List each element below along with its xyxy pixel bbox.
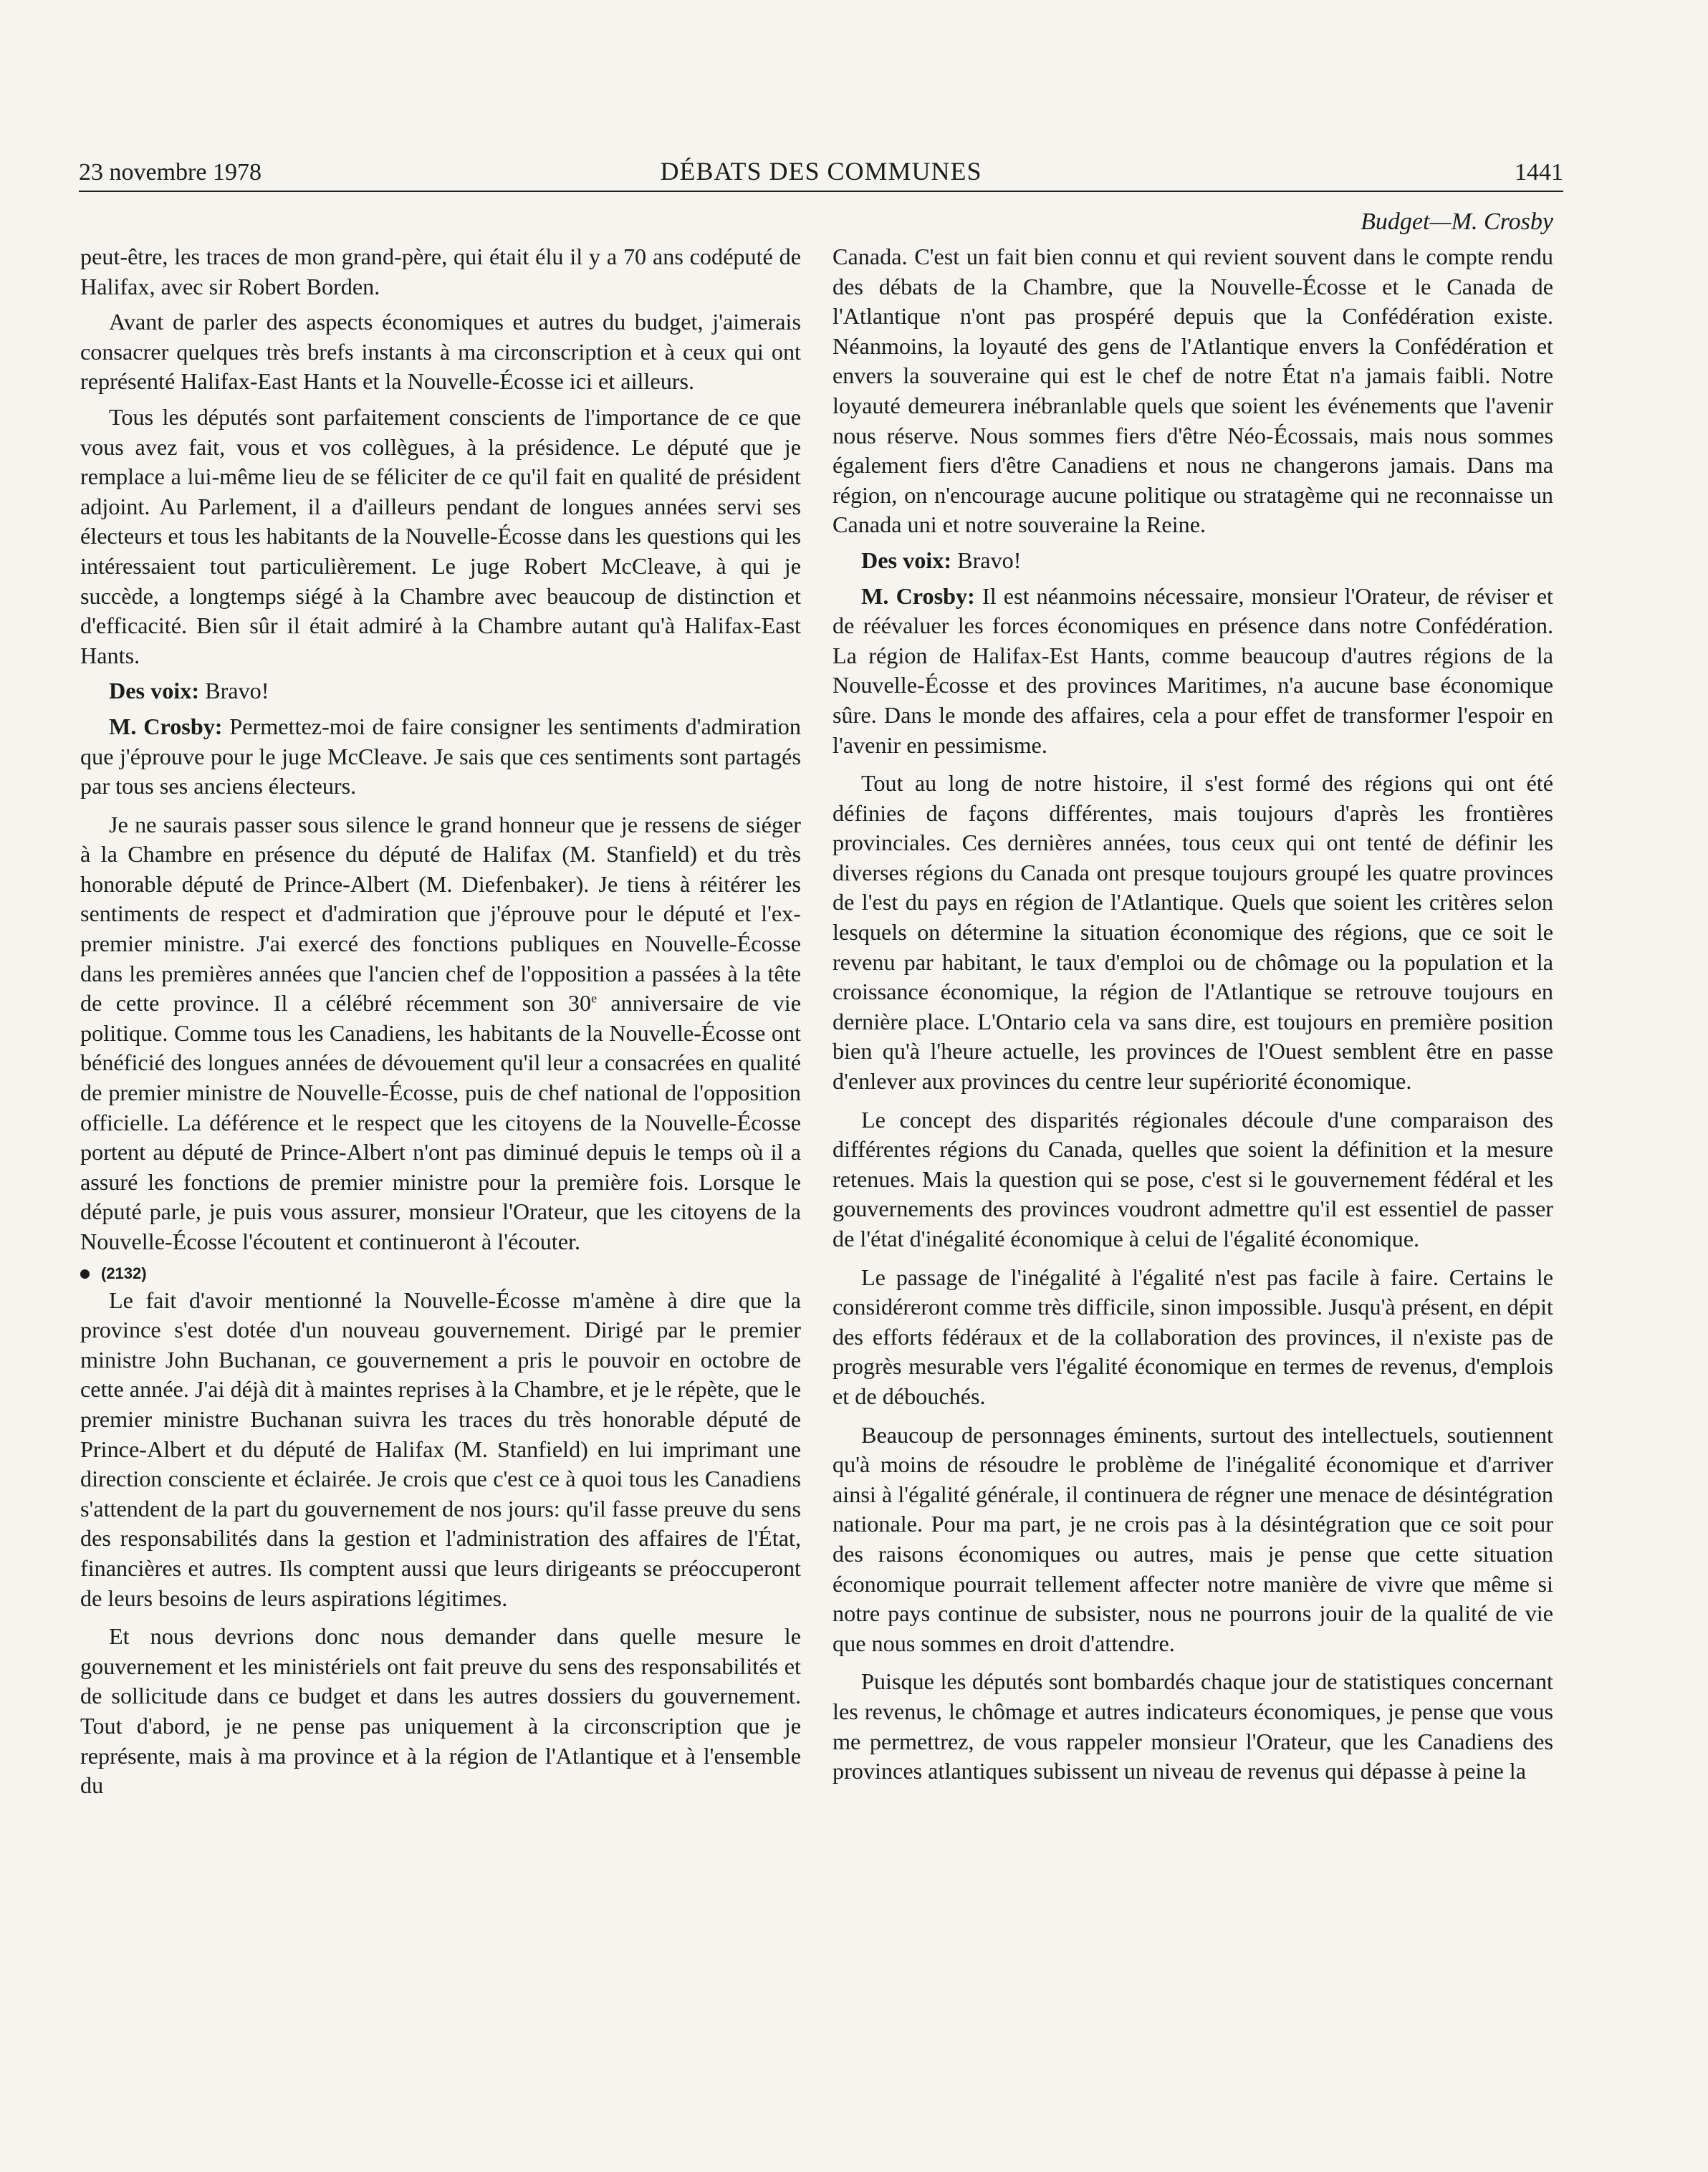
paragraph-text: Je ne saurais passer sous silence le grand honneur que je ressens de siéger à la Chambre en présence du député de Halifax (M. Stanfield) et du très honorable député de Prince-Albert (M. Diefenbaker). Je tiens à réitérer les sentiments de respect et d'admiration que j'éprouve pour le député et l'ex-premier ministre. J'ai exercé des fonctions publiques en Nouvelle-Écosse dans les premières années que l'ancien chef de l'opposition a passées à la tête de cette province. Il a célébré récemment son 30 (80, 811, 801, 1017)
interjection (833, 546, 1553, 576)
speech-text: Permettez-moi de faire consigner les sentiments d'admiration que j'éprouve pour le juge McCleave. Je sais que ces sentiments sont partagés par tous ses anciens électeurs. (80, 713, 801, 799)
right-column (833, 208, 1554, 1792)
speech-text: Bravo! (199, 678, 269, 704)
speaker-label: Des voix: (861, 547, 952, 573)
page-number: 1441 (1515, 159, 1563, 186)
speaker-label: Des voix: (109, 678, 200, 704)
paragraph: Le concept des disparités régionales découle d'une comparaison des différentes régions du Canada, quelles que soient la définition et la mesure retenues. Mais la question qui se pose, c'est si le gouvernement fédéral et les gouvernements des provinces voudront admettre qu'il est essentiel de passer de l'état d'inégalité économique à celui de l'égalité économique. (833, 1106, 1553, 1251)
speech-paragraph (80, 712, 801, 802)
paragraph-text: anniversaire de vie politique. Comme tous les Canadiens, les habitants de la Nouvelle-Écosse ont bénéficié des longues années de dévouement qu'il leur a consacrées en qualité de premier ministre de Nouvelle-Écosse, puis de chef national de l'opposition officielle. La déférence et le respect que les citoyens de la Nouvelle-Écosse portent au député de Prince-Albert n'ont pas diminué depuis le temps où il a assuré les fonctions de premier ministre pour la première fois. Lorsque le député parle, je puis vous assurer, monsieur l'Orateur, que les citoyens de la Nouvelle-Écosse l'écoutent et continueront à l'écouter. (80, 990, 801, 1254)
header-date: 23 novembre 1978 (79, 159, 262, 186)
speech-text: Bravo! (951, 547, 1022, 573)
time-marker (80, 1263, 801, 1284)
speech-paragraph (833, 582, 1553, 761)
header-title: DÉBATS DES COMMUNES (660, 157, 982, 186)
running-subhead: Budget—M. Crosby (1361, 208, 1553, 235)
paragraph: Le fait d'avoir mentionné la Nouvelle-Écosse m'amène à dire que la province s'est dotée d'un nouveau gouvernement. Dirigé par le premier ministre John Buchanan, ce gouvernement a pris le pouvoir en octobre de cette année. J'ai déjà dit à maintes reprises à la Chambre, et je le répète, que le premier ministre Buchanan suivra les traces du très honorable député de Prince-Albert et du député de Halifax (M. Stanfield) en lui imprimant une direction consciente et éclairée. Je crois que c'est ce à quoi tous les Canadiens s'attendent de la part du gouvernement de nos jours: qu'il fasse preuve du sens des responsabilités dans la gestion et l'administration des affaires de l'État, financières et autres. Ils comptent aussi que leurs dirigeants se préoccuperont de leurs besoins de leurs aspirations légitimes. (80, 1287, 801, 1611)
paragraph: Le passage de l'inégalité à l'égalité n'est pas facile à faire. Certains le considéreront comme très difficile, sinon impossible. Jusqu'à présent, en dépit des efforts fédéraux et de la collaboration des provinces, il n'existe pas de progrès mesurable vers l'égalité économique en termes de revenus, d'emplois et de débouchés. (833, 1264, 1553, 1409)
paragraph: Tout au long de notre histoire, il s'est formé des régions qui ont été définies de façons différentes, mais toujours d'après les frontières provinciales. Ces dernières années, tous ceux qui ont tenté de définir les diverses régions du Canada ont presque toujours groupé les quatre provinces de l'est du pays en région de l'Atlantique. Quels que soient les critères selon lesquels on détermine la situation économique des régions, que ce soit le revenu par habitant, le taux d'emploi ou de chômage ou la population et la croissance économique, la région de l'Atlantique se retrouve toujours en dernière place. L'Ontario cela va sans dire, est toujours en première position bien qu'à l'heure actuelle, les provinces de l'Ouest semblent être en passe d'enlever aux provinces du centre leur supériorité économique. (833, 770, 1553, 1095)
paragraph: Avant de parler des aspects économiques et autres du budget, j'aimerais consacrer quelques très brefs instants à ma circonscription et à ceux qui ont représenté Halifax-East Hants et la Nouvelle-Écosse ici et ailleurs. (80, 309, 801, 395)
paragraph (80, 810, 801, 1257)
paragraph: Canada. C'est un fait bien connu et qui revient souvent dans le compte rendu des débats de la Chambre, que la Nouvelle-Écosse et le Canada de l'Atlantique n'ont pas prospéré depuis que la Confédération existe. Néanmoins, la loyauté des gens de l'Atlantique envers la Confédération et envers la souveraine qui est le chef de notre État n'a jamais faibli. Notre loyauté demeurera inébranlable quels que soient les événements que l'avenir nous réserve. Nous sommes fiers d'être Néo-Écossais, mais nous sommes également fiers d'être Canadiens et nous ne changerons jamais. Dans ma région, on n'encourage aucune politique ou stratagème qui ne reconnaisse un Canada uni et notre souveraine la Reine. (833, 244, 1553, 538)
left-column (80, 242, 801, 1807)
superscript: e (591, 991, 598, 1006)
page-header (79, 153, 1563, 192)
paragraph: Puisque les députés sont bombardés chaque jour de statistiques concernant les revenus, le chômage et autres indicateurs économiques, je pense que vous me permettrez, de vous rappeler monsieur l'Orateur, que les Canadiens des provinces atlantiques subissent un niveau de revenus qui dépasse à peine la (833, 1668, 1553, 1784)
interjection (80, 676, 801, 706)
speech-text: Il est néanmoins nécessaire, monsieur l'Orateur, de réviser et de réévaluer les forces économiques en présence dans notre Confédération. La région de Halifax-Est Hants, comme beaucoup d'autres régions de la Nouvelle-Écosse et des provinces Maritimes, n'a aucune base économique sûre. Dans le monde des affaires, cela a pour effet de transformer l'espoir en l'avenir en pessimisme. (833, 582, 1554, 758)
paragraph: Beaucoup de personnages éminents, surtout des intellectuels, soutiennent qu'à moins de résoudre le problème de l'inégalité économique et d'arriver ainsi à l'égalité générale, il continuera de régner une menace de désintégration nationale. Pour ma part, je ne crois pas à la désintégration que ce soit pour des raisons économiques ou autres, mais je pense que cette situation économique pourrait tellement affecter notre manière de vivre que même si notre pays continue de subsister, nous ne pourrons jouir de la qualité de vie que nous sommes en droit d'attendre. (833, 1421, 1553, 1656)
paragraph: peut-être, les traces de mon grand-père, qui était élu il y a 70 ans codéputé de Halifax, avec sir Robert Borden. (80, 244, 801, 299)
bullet-icon (80, 1269, 90, 1279)
speaker-label: M. Crosby: (109, 713, 223, 739)
paragraph: Tous les députés sont parfaitement conscients de l'importance de ce que vous avez fait, vous et vos collègues, à la présidence. Le député que je remplace a lui-même lieu de se féliciter de ce qu'il fait en qualité de président adjoint. Au Parlement, il a d'ailleurs pendant de longues années servi ses électeurs et tous les habitants de la Nouvelle-Écosse dans les questions qui les intéressaient tout particulièrement. Le juge Robert McCleave, à qui je succède, a longtemps siégé à la Chambre avec beaucoup de distinction et d'efficacité. Bien sûr il était admiré à la Chambre autant qu'à Halifax-East Hants. (80, 403, 801, 668)
time-marker-label: (2132) (101, 1264, 147, 1282)
paragraph: Et nous devrions donc nous demander dans quelle mesure le gouvernement et les ministériels ont fait preuve du sens des responsabilités et de sollicitude dans ce budget et dans les autres dossiers du gouvernement. Tout d'abord, je ne pense pas uniquement à la circonscription que je représente, mais à ma province et à la région de l'Atlantique et à l'ensemble du (80, 1623, 801, 1799)
speaker-label: M. Crosby: (861, 582, 975, 609)
